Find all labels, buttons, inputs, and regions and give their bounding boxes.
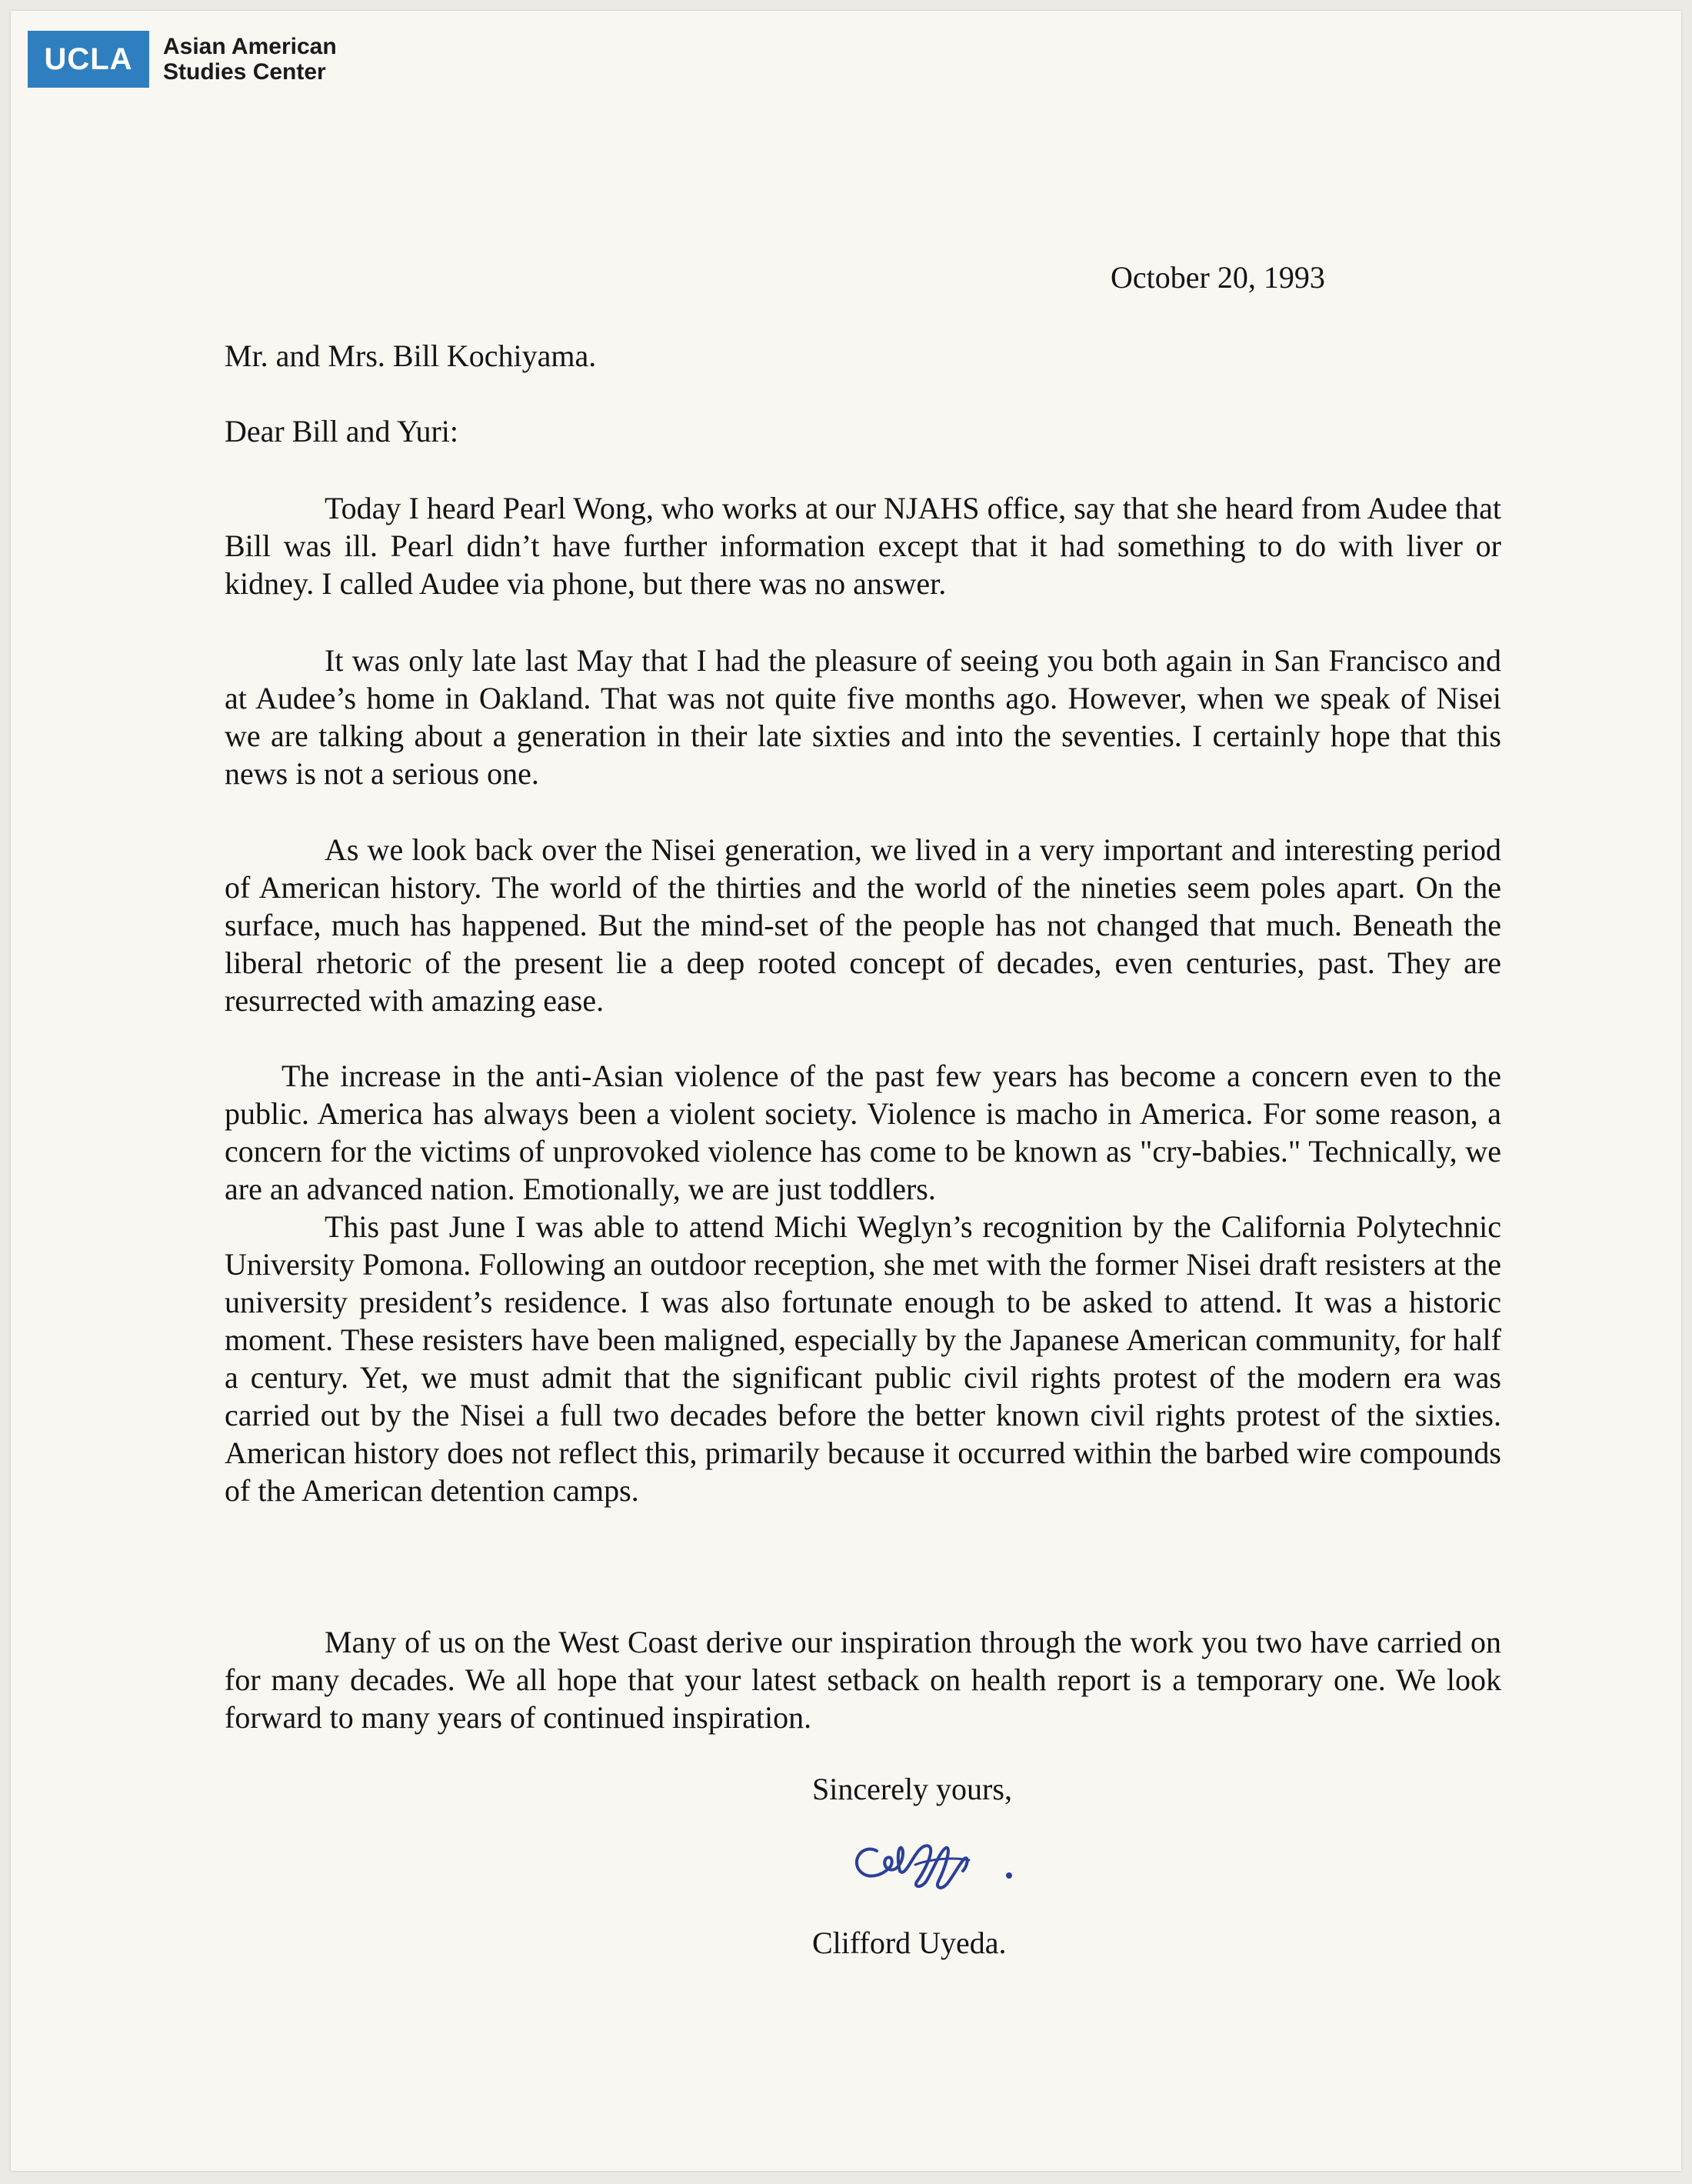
recipient: Mr. and Mrs. Bill Kochiyama.: [225, 338, 597, 373]
letterhead: [28, 31, 348, 88]
paragraph: Many of us on the West Coast derive our inspiration through the work you two have carried on for many decades. We all hope that your latest setback on health report is a temporary one. We look forward to many years of continued inspiration.: [225, 1625, 1501, 1735]
signer-name: Clifford Uyeda.: [812, 1926, 1007, 1960]
letter-page: [11, 11, 1681, 2171]
paragraph: This past June I was able to attend Michi Weglyn’s recognition by the California Polytechnic University Pomona. Following an outdoor reception, she met with the former Nisei draft resisters at the university president’s residence. I was also fortunate enough to be asked to attend. It was a historic moment. These resisters have been maligned, especially by the Japanese American community, for half a century. Yet, we must admit that the significant public civil rights protest of the modern era was carried out by the Nisei a full two decades before the better known civil rights protest of the sixties. American history does not reflect this, primarily because it occurred within the barbed wire compounds of the American detention camps.: [225, 1209, 1501, 1508]
paragraph: The increase in the anti-Asian violence of the past few years has become a concern even to the public. America has always been a violent society. Violence is macho in America. For some reason, a concern for the victims of unprovoked violence has come to be known as "cry-babies." Technically, we are an advanced nation. Emotionally, we are just toddlers.: [225, 1059, 1501, 1206]
logo-text: UCLA: [44, 42, 133, 76]
paragraph: It was only late last May that I had the pleasure of seeing you both again in San Francisco and at Audee’s home in Oakland. That was not quite five months ago. However, when we speak of Nisei we are talking about a generation in their late sixties and into the seventies. I certainly hope that this news is not a serious one.: [225, 643, 1501, 791]
paragraph: As we look back over the Nisei generation, we lived in a very important and interesting period of American history. The world of the thirties and the world of the nineties seem poles apart. On the surface, much has happened. But the mind-set of the people has not changed that much. Beneath the liberal rhetoric of the present lie a deep rooted concept of decades, even centuries, past. They are resurrected with amazing ease.: [225, 832, 1501, 1018]
closing: Sincerely yours,: [812, 1772, 1012, 1806]
salutation: Dear Bill and Yuri:: [225, 414, 459, 448]
paragraph: Today I heard Pearl Wong, who works at our NJAHS office, say that she heard from Audee that Bill was ill. Pearl didn’t have further information except that it had something to do with liver or kidney. I called Audee via phone, but there was no answer.: [225, 491, 1501, 601]
center-name: Asian American Studies Center: [163, 34, 337, 85]
handwritten-signature: [846, 1820, 1031, 1897]
ucla-logo: [28, 31, 149, 88]
letter-date: October 20, 1993: [1111, 260, 1325, 295]
